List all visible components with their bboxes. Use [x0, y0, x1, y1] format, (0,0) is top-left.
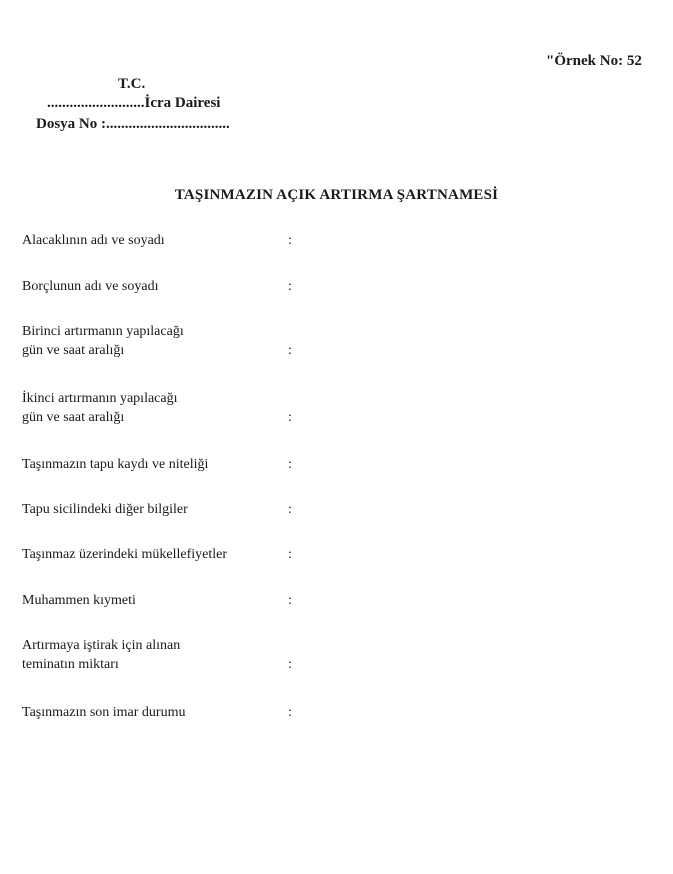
field-label: Artırmaya iştirak için alınan teminatın miktarı [22, 638, 181, 672]
field-row-creditor [22, 231, 322, 250]
field-row-zoning-status [22, 703, 322, 722]
field-colon: : [288, 233, 292, 248]
field-label: Taşınmaz üzerindeki mükellefiyetler [22, 547, 228, 562]
field-row-deposit-amount [22, 636, 322, 674]
field-row-debtor [22, 277, 322, 296]
field-label: Borçlunun adı ve soyadı [22, 279, 159, 294]
field-row-second-auction [22, 389, 322, 427]
file-number: Dosya No :................................. [36, 116, 230, 132]
field-colon: : [288, 657, 292, 672]
field-row-other-registry-info [22, 500, 322, 519]
field-label: Tapu sicilindeki diğer bilgiler [22, 502, 188, 517]
enforcement-office: ..........................İcra Dairesi [47, 95, 221, 111]
field-colon: : [288, 502, 292, 517]
field-label: Birinci artırmanın yapılacağı gün ve saat aralığı [22, 324, 184, 358]
field-label: Muhammen kıymeti [22, 593, 136, 608]
document-title [0, 187, 673, 204]
field-colon: : [288, 279, 292, 294]
field-colon: : [288, 705, 292, 720]
field-row-first-auction [22, 322, 322, 360]
field-colon: : [288, 410, 292, 425]
field-row-land-registry [22, 455, 322, 474]
field-colon: : [288, 593, 292, 608]
field-row-encumbrances [22, 545, 322, 564]
field-colon: : [288, 547, 292, 562]
document-title-text: TAŞINMAZIN AÇIK ARTIRMA ŞARTNAMESİ [174, 187, 499, 203]
sample-number: "Örnek No: 52 [546, 53, 642, 69]
field-label: İkinci artırmanın yapılacağı gün ve saat aralığı [22, 391, 178, 425]
field-label: Alacaklının adı ve soyadı [22, 233, 165, 248]
field-label: Taşınmazın tapu kaydı ve niteliği [22, 457, 209, 472]
country-label: T.C. [118, 76, 146, 92]
field-row-appraised-value [22, 591, 322, 610]
field-colon: : [288, 457, 292, 472]
field-label: Taşınmazın son imar durumu [22, 705, 186, 720]
field-colon: : [288, 343, 292, 358]
